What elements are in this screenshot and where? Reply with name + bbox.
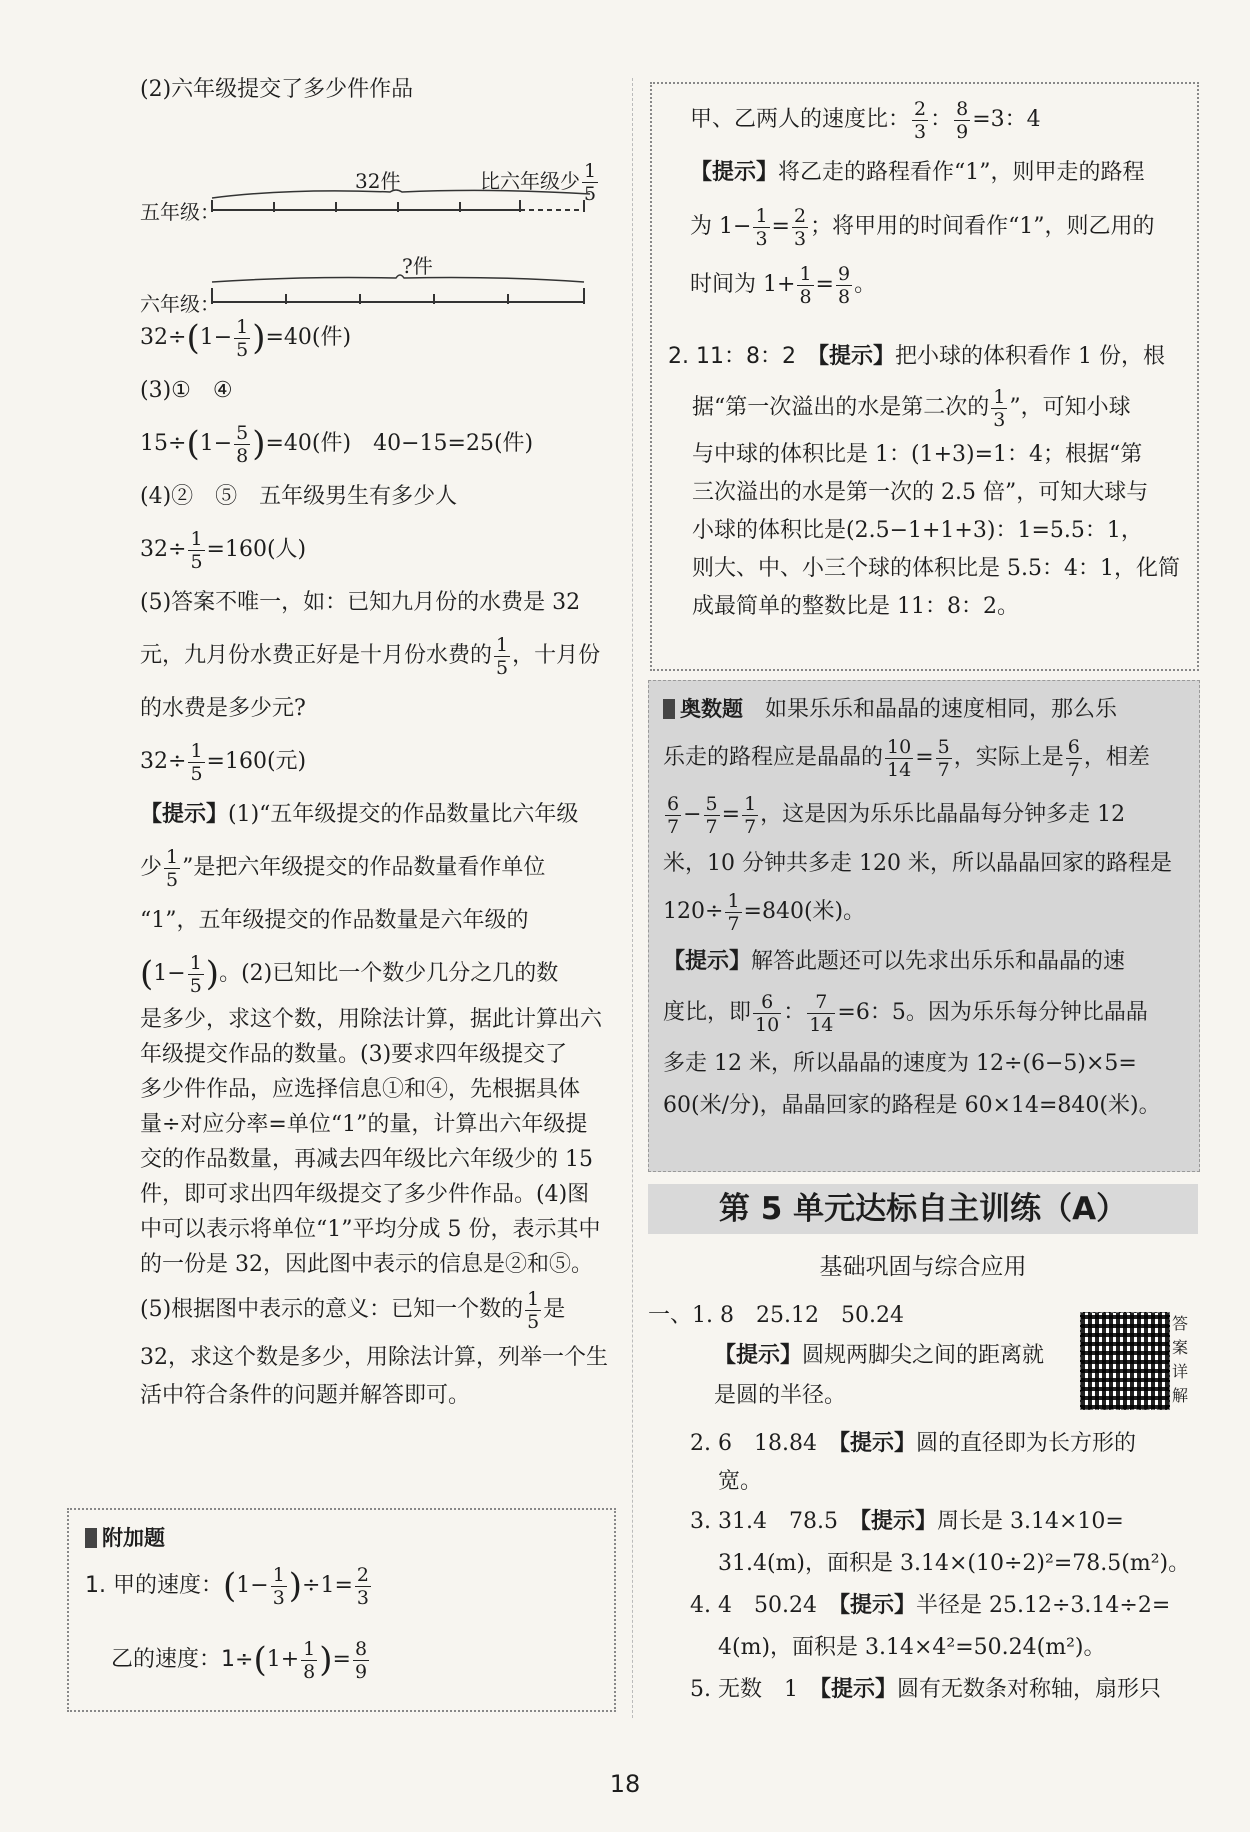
answer-4-b: 4(m)，面积是 3.14×4²=50.24(m²)。	[718, 1635, 1106, 1660]
q5-part2: 元，九月份水费正好是十月份水费的 $\frac{1}{5}$ ，十月份	[140, 633, 601, 679]
q4-line: (4)② ⑤ 五年级男生有多少人	[140, 484, 458, 509]
qr-label: 答案详解	[1172, 1314, 1189, 1405]
tag-icon	[663, 699, 675, 719]
olympiad-hint-d: 60(米/分)，晶晶回家的路程是 60×14=840(米)。	[663, 1093, 1161, 1118]
hint1-c: “1”，五年级提交的作品数量是六年级的	[140, 908, 529, 933]
tag-icon	[85, 1528, 97, 1548]
answer-1-hint-b: 是圆的半径。	[714, 1383, 847, 1408]
right-hint-a: 【提示】将乙走的路程看作“1”，则甲走的路程	[690, 160, 1145, 185]
eq2: 15÷(1− $\frac{5}{8}$ )=40(件) 40−15=25(件)	[140, 421, 534, 467]
hint5-d: 活中符合条件的问题并解答即可。	[140, 1383, 471, 1408]
grade6-label: 六年级：	[140, 292, 220, 316]
hint-body: 是多少，求这个数，用除法计算，据此计算出六 年级提交作品的数量。(3)要求四年级提交了 多少件作品，应选择信息①和④，先根据具体 量÷对应分率=单位“1”的量，计算出六年级提 交的作品数量，再减去四年级比六年级少的 15 件，即可求出四年级提交了多少件作品。(4)图 中可以表示将单位“1”平均分成 5 份，表示其中 的一份是 32，因此图中表示的信息是②和⑤。	[140, 1007, 603, 1277]
olympiad-tag: 奥数题	[663, 689, 743, 729]
extra-line2: 乙的速度：1÷(1+ $\frac{1}{8}$ )= $\frac{8}{9}$	[111, 1637, 368, 1683]
q2-line: 三次溢出的水是第一次的 2.5 倍”，可知大球与	[692, 480, 1149, 505]
olympiad-line4: 米，10 分钟共多走 120 米，所以晶晶回家的路程是	[663, 851, 1172, 876]
extra-title: 附加题	[85, 1522, 165, 1552]
q2-line: 小球的体积比是(2.5−1+1+3)：1=5.5：1，	[692, 518, 1143, 543]
hint5-a: (5)根据图中表示的意义：已知一个数的 $\frac{1}{5}$ 是	[140, 1287, 566, 1333]
extra-line1: 1. 甲的速度：(1− $\frac{1}{3}$ )÷1= $\frac{2}{3}$	[85, 1563, 370, 1609]
q5-part1: (5)答案不唯一，如：已知九月份的水费是 32	[140, 590, 581, 615]
q2-title: (2)六年级提交了多少件作品	[140, 77, 414, 102]
hint5-c: 32，求这个数是多少，用除法计算，列举一个生	[140, 1345, 608, 1370]
q2-answer: 2. 11：8：2 【提示】把小球的体积看作 1 份，根	[668, 344, 1165, 369]
count-label: 32件	[355, 169, 401, 193]
olympiad-line3: $\frac{6}{7}$ − $\frac{5}{7}$ = $\frac{1}{7}$ ，这是因为乐乐比晶晶每分钟多走 12	[667, 792, 1126, 838]
olympiad-hint-c: 多走 12 米，所以晶晶的速度为 12÷(6−5)×5=	[663, 1051, 1137, 1076]
olympiad-hint-b: 度比，即 $\frac{6}{10}$ ： $\frac{7}{14}$ =6：5。因为乐乐每分钟比晶晶	[663, 990, 1148, 1036]
answer-3: 3. 31.4 78.5 【提示】周长是 3.14×10=	[690, 1509, 1124, 1534]
olympiad-hint-a: 【提示】解答此题还可以先求出乐乐和晶晶的速	[663, 949, 1126, 974]
qr-code[interactable]	[1080, 1312, 1170, 1410]
answer-2: 2. 6 18.84 【提示】圆的直径即为长方形的	[690, 1431, 1137, 1456]
column-divider	[632, 78, 633, 1718]
olympiad-line5: 120÷ $\frac{1}{7}$ =840(米)。	[663, 889, 866, 935]
answer-5: 5. 无数 1 【提示】圆有无数条对称轴，扇形只	[690, 1677, 1162, 1702]
answer-2-b: 宽。	[718, 1469, 763, 1494]
right-hint-b: 为 1− $\frac{1}{3}$ = $\frac{2}{3}$ ；将甲用的时间看作“1”，则乙用的	[690, 204, 1155, 250]
grade-diagram	[140, 110, 630, 316]
hint1-a: 【提示】(1)“五年级提交的作品数量比六年级	[140, 802, 579, 827]
q2-b: 据“第一次溢出的水是第二次的 $\frac{1}{3}$ ”，可知小球	[692, 385, 1131, 431]
unit-title: 第 5 单元达标自主训练（A）	[648, 1184, 1198, 1234]
olympiad-line2: 乐走的路程应是晶晶的 $\frac{10}{14}$ = $\frac{5}{7}$ ，实际上是 $\frac{6}{7}$ ，相差	[663, 735, 1150, 781]
grade5-label: 五年级：	[140, 200, 220, 224]
hint1-b: 少 $\frac{1}{5}$ ”是把六年级提交的作品数量看作单位	[140, 845, 546, 891]
ratio-line: 甲、乙两人的速度比： $\frac{2}{3}$ ： $\frac{8}{9}$ =3：4	[690, 97, 1041, 143]
right-answer-box	[650, 82, 1199, 671]
extra-questions-box	[67, 1508, 616, 1712]
segment-bars	[210, 188, 630, 328]
unit-subtitle: 基础巩固与综合应用	[819, 1254, 1027, 1280]
left-column	[140, 70, 630, 1414]
answer-1: 一、1. 8 25.12 50.24	[648, 1303, 904, 1328]
q2-line: 则大、中、小三个球的体积比是 5.5：4：1，化简	[692, 556, 1180, 581]
answer-4: 4. 4 50.24 【提示】半径是 25.12÷3.14÷2=	[690, 1593, 1171, 1618]
less-label: 比六年级少 $\frac{1}{5}$	[480, 160, 597, 205]
right-hint-c: 时间为 1+ $\frac{1}{8}$ = $\frac{9}{8}$ 。	[690, 262, 877, 308]
eq1: 32÷(1− $\frac{1}{5}$ )=40(件)	[140, 315, 352, 361]
q5-part3: 的水费是多少元?	[140, 696, 306, 721]
answer-3-b: 31.4(m)，面积是 3.14×(10÷2)²=78.5(m²)。	[718, 1551, 1191, 1576]
answer-1-hint: 【提示】圆规两脚尖之间的距离就	[714, 1343, 1045, 1368]
olympiad-box	[648, 680, 1200, 1172]
unit-answers-bottom	[690, 1424, 1200, 1712]
unknown-label: ?件	[402, 254, 433, 278]
q2-line: 成最简单的整数比是 11：8：2。	[692, 594, 1019, 619]
eq4: 32÷ $\frac{1}{5}$ =160(元)	[140, 739, 307, 785]
olympiad-line1: 奥数题 如果乐乐和晶晶的速度相同，那么乐	[663, 689, 1183, 730]
q3-line: (3)① ④	[140, 378, 233, 403]
unit-answers-top	[648, 1296, 1078, 1416]
eq3: 32÷ $\frac{1}{5}$ =160(人)	[140, 527, 307, 573]
hint1-d: (1− $\frac{1}{5}$ )。(2)已知比一个数少几分之几的数	[140, 951, 559, 997]
q2-line: 与中球的体积比是 1：(1+3)=1：4；根据“第	[692, 442, 1143, 467]
page-number: 18	[609, 1770, 641, 1798]
